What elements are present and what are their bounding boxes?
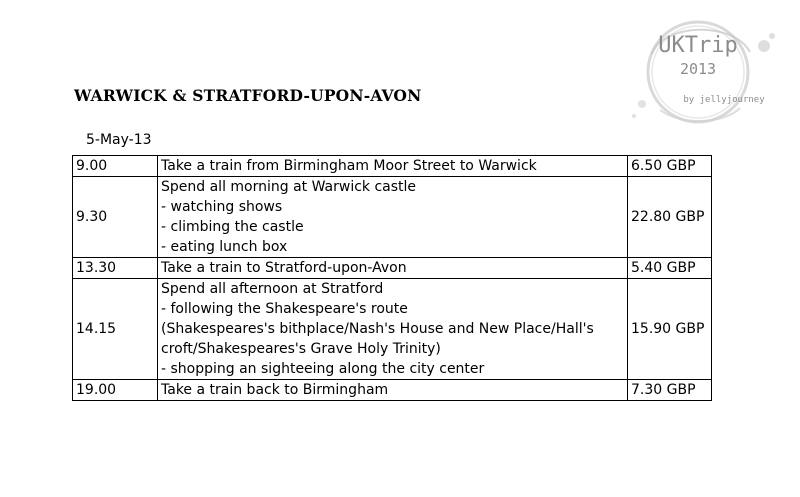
activity-line: - following the Shakespeare's route <box>161 301 408 317</box>
price-cell: 5.40 GBP <box>628 258 712 279</box>
activity-cell <box>158 279 628 380</box>
time-cell: 9.00 <box>73 156 158 177</box>
activity-line: Take a train to Stratford-upon-Avon <box>161 260 407 276</box>
document-title: WARWICK & STRATFORD-UPON-AVON <box>74 86 422 105</box>
time-cell: 9.30 <box>73 177 158 258</box>
logo-year: 2013 <box>679 60 717 78</box>
logo-byline: by jellyjourney <box>683 95 765 105</box>
activity-line: - climbing the castle <box>161 219 304 235</box>
activity-line: Spend all afternoon at Stratford <box>161 281 384 297</box>
logo-title: UKTrip <box>658 33 738 58</box>
uktrip-logo <box>612 12 790 130</box>
activity-cell <box>158 177 628 258</box>
activity-line: - eating lunch box <box>161 239 288 255</box>
table-row <box>73 279 712 380</box>
activity-cell <box>158 258 628 279</box>
activity-line: - watching shows <box>161 199 283 215</box>
price-cell: 7.30 GBP <box>628 380 712 401</box>
activity-line: Spend all morning at Warwick castle <box>161 179 417 195</box>
itinerary-table <box>72 155 712 401</box>
table-row <box>73 156 712 177</box>
table-row <box>73 258 712 279</box>
price-cell: 22.80 GBP <box>628 177 712 258</box>
table-row <box>73 177 712 258</box>
time-cell: 13.30 <box>73 258 158 279</box>
activity-line: (Shakespeares's bithplace/Nash's House and New Place/Hall's <box>161 321 594 337</box>
time-cell: 19.00 <box>73 380 158 401</box>
activity-cell <box>158 380 628 401</box>
logo-stain-graphic <box>612 12 790 130</box>
document-date: 5-May-13 <box>86 132 152 148</box>
price-cell: 15.90 GBP <box>628 279 712 380</box>
activity-line: Take a train from Birmingham Moor Street to Warwick <box>161 158 537 174</box>
table-row <box>73 380 712 401</box>
activity-line: - shopping an sighteeing along the city center <box>161 361 485 377</box>
activity-line: croft/Shakespeares's Grave Holy Trinity) <box>161 341 441 357</box>
price-cell: 6.50 GBP <box>628 156 712 177</box>
activity-cell <box>158 156 628 177</box>
time-cell: 14.15 <box>73 279 158 380</box>
activity-line: Take a train back to Birmingham <box>161 382 389 398</box>
